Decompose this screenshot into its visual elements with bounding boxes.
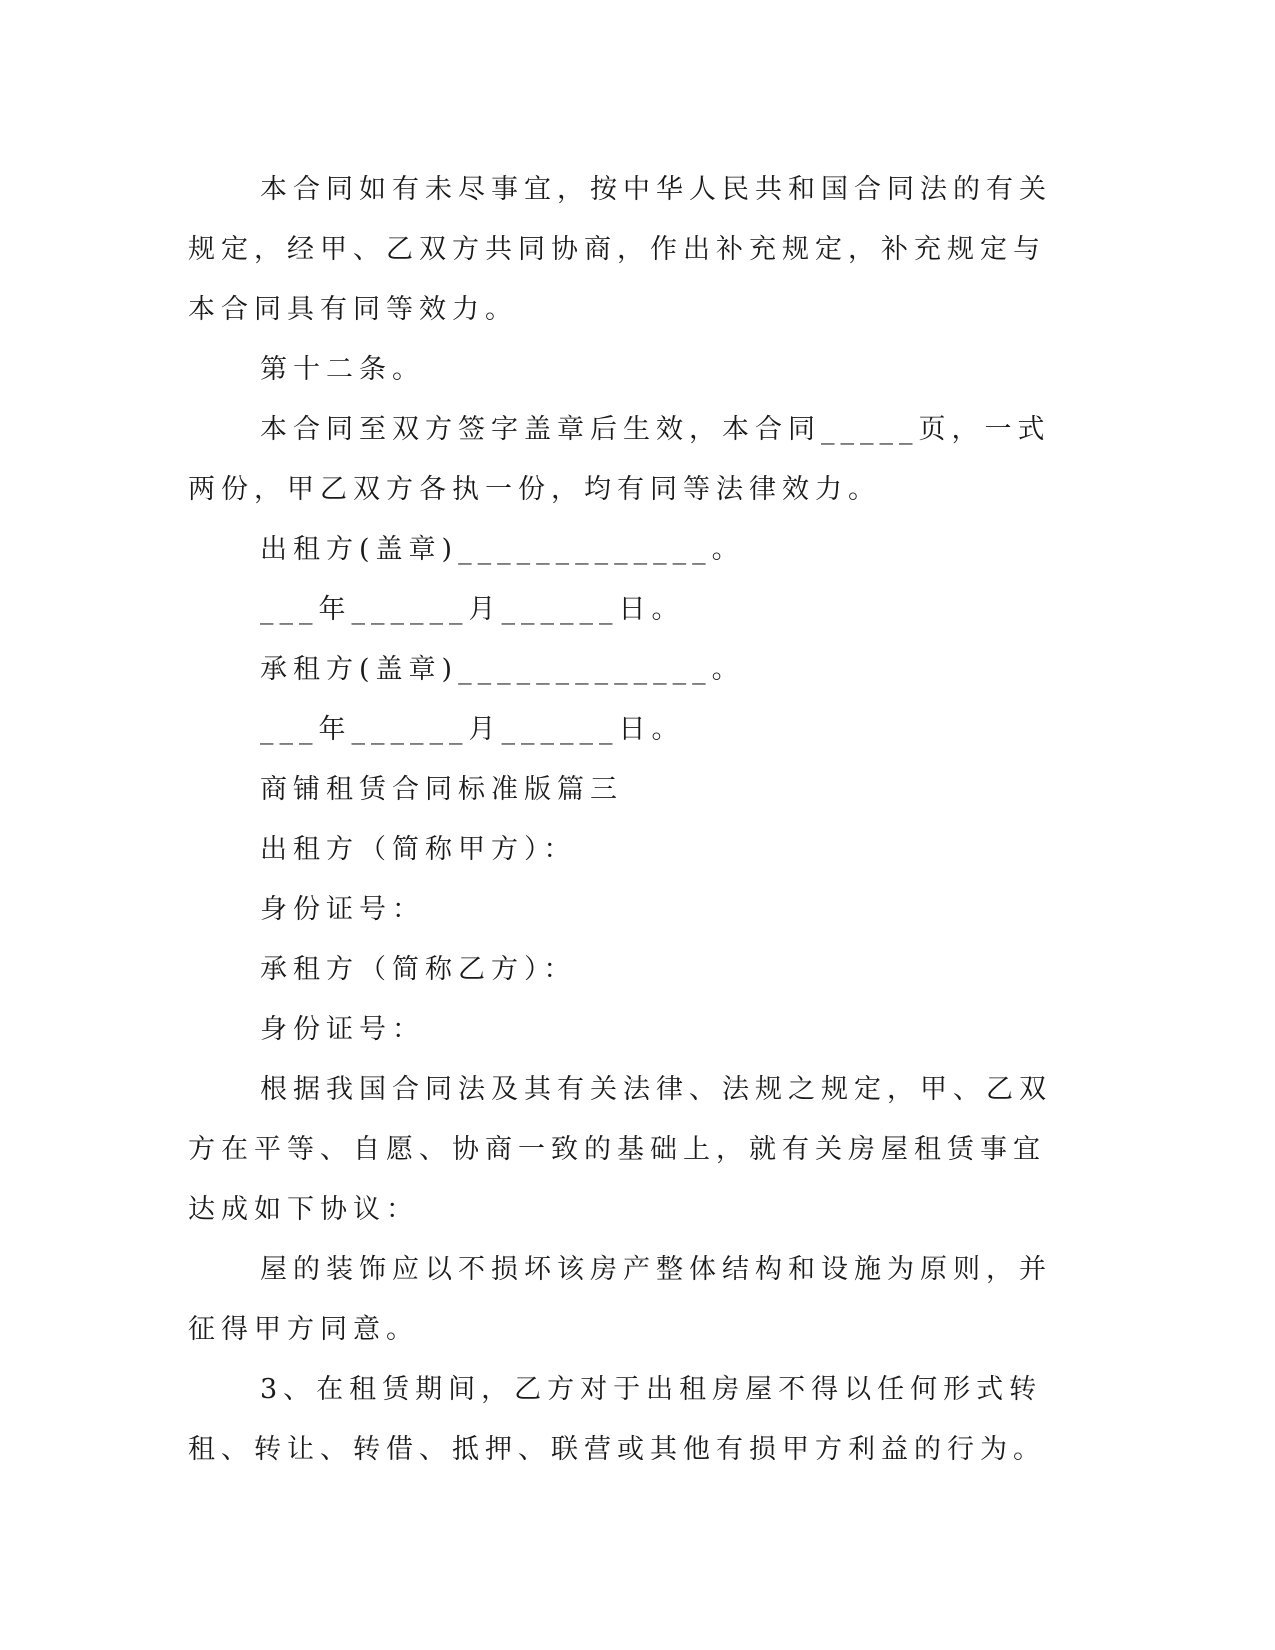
lessee-id-number-label: 身份证号： [260, 1014, 425, 1045]
article-12-heading: 第十二条。 [260, 354, 425, 385]
document-body [188, 160, 1068, 1480]
lessee-date-line: ___年______月______日。 [260, 714, 685, 745]
paragraph-supplementary-terms: 本合同如有未尽事宜，按中华人民共和国合同法的有关规定，经甲、乙双方共同协商，作出补充规定，补充规定与本合同具有同等效力。 [188, 174, 1052, 325]
lessor-party-a-label: 出租方（简称甲方）： [260, 834, 577, 865]
paragraph-legal-basis: 根据我国合同法及其有关法律、法规之规定，甲、乙双方在平等、自愿、协商一致的基础上，就有关房屋租赁事宜达成如下协议： [188, 1074, 1052, 1225]
lessor-date-line: ___年______月______日。 [260, 594, 685, 625]
lessor-id-number-label: 身份证号： [260, 894, 425, 925]
paragraph-effectiveness: 本合同至双方签字盖章后生效，本合同_____页，一式两份，甲乙双方各执一份，均有同等法律效力。 [188, 414, 1051, 505]
paragraph-decoration: 屋的装饰应以不损坏该房产整体结构和设施为原则，并征得甲方同意。 [188, 1254, 1052, 1345]
lessor-seal-line: 出租方(盖章)_____________。 [260, 534, 745, 565]
lessee-party-b-label: 承租方（简称乙方）： [260, 954, 577, 985]
lessee-seal-line: 承租方(盖章)_____________。 [260, 654, 745, 685]
paragraph-clause-3: 3、在租赁期间，乙方对于出租房屋不得以任何形式转租、转让、转借、抵押、联营或其他有损甲方利益的行为。 [188, 1374, 1046, 1465]
section-title-part-three: 商铺租赁合同标准版篇三 [260, 774, 623, 805]
